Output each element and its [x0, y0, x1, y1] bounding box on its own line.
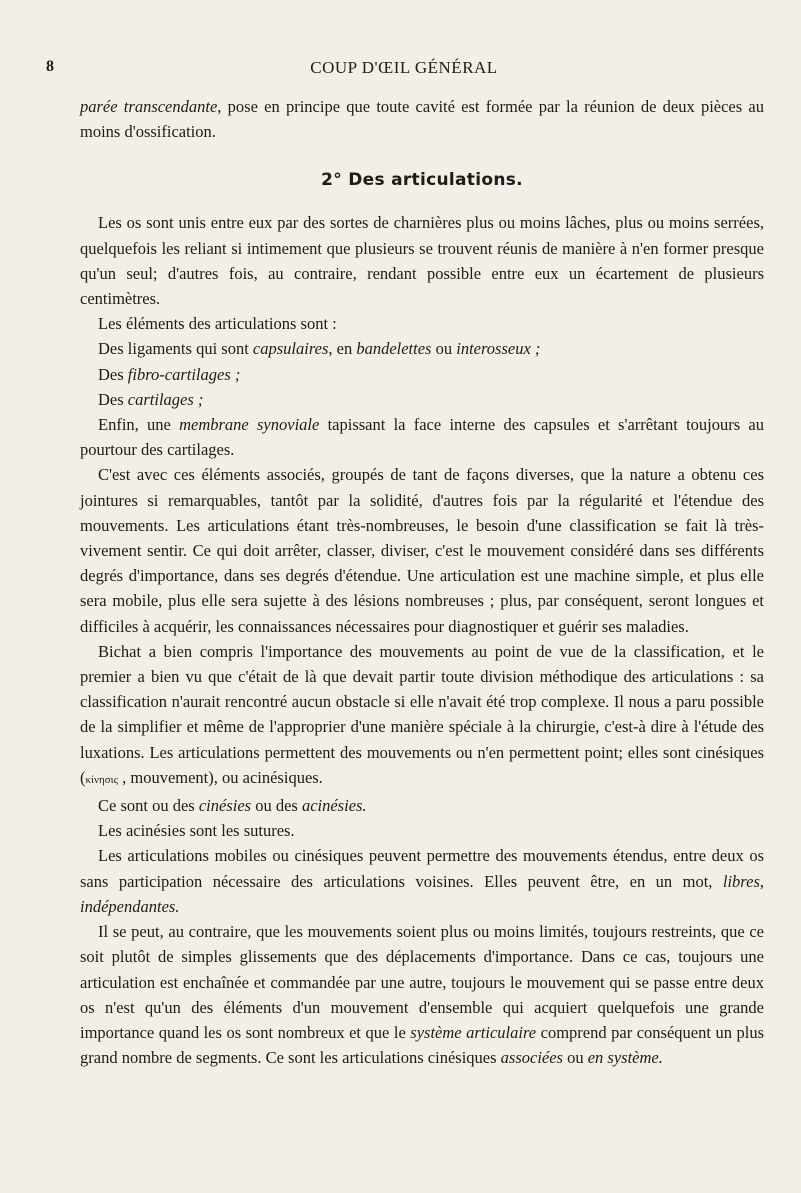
- paragraph: Les articulations mobiles ou cinésiques peuvent permettre des mouvements étendus, entre deux os sans participation nécessaire des articulations voisines. Elles peuvent être, en un mot, libres, indépendantes.: [80, 846, 764, 916]
- section-title: 2° Des articulations.: [321, 170, 523, 191]
- italic-term: capsulaires: [252, 339, 329, 359]
- list-item: Des fibro-cartilages ;: [98, 364, 241, 384]
- italic-term: cartilages ;: [127, 389, 204, 409]
- italic-term: associées: [500, 1048, 563, 1068]
- italic-term: indépendantes.: [80, 896, 180, 916]
- italic-term: en système.: [587, 1048, 663, 1068]
- italic-term: interosseux ;: [456, 339, 541, 359]
- italic-term: fibro-cartilages ;: [127, 364, 241, 384]
- running-head: COUP D'ŒIL GÉNÉRAL: [310, 58, 498, 77]
- page-number: 8: [46, 58, 54, 75]
- paragraph: Les acinésies sont les sutures.: [98, 821, 295, 841]
- paragraph: Ce sont ou des cinésies ou des acinésies.: [98, 796, 367, 816]
- italic-term: parée transcendante: [80, 97, 218, 116]
- list-item: Des cartilages ;: [98, 389, 204, 409]
- italic-term: libres: [722, 871, 760, 891]
- paragraph: Enfin, une membrane synoviale tapissant la face interne des capsules et s'arrêtant toujours au pourtour des cartilages.: [80, 415, 764, 460]
- paragraph: Les os sont unis entre eux par des sortes de charnières plus ou moins lâches, plus ou moins serrées, quelquefois les reliant si intimement que plusieurs se trouvent réunis de manière à n'en former presque qu'un seul; d'autres fois, au contraire, rendant possible entre eux un écartement de plusieurs centimètres.: [80, 213, 764, 309]
- italic-term: membrane synoviale: [179, 415, 320, 435]
- paragraph: Les éléments des articulations sont :: [98, 314, 337, 334]
- page-header: [46, 58, 762, 88]
- paragraph-continuation: parée transcendante, pose en principe que toute cavité est formée par la réunion de deux pièces au moins d'ossification.: [80, 97, 764, 142]
- italic-term: bandelettes: [356, 339, 432, 359]
- italic-term: acinésies.: [301, 796, 367, 816]
- list-item: Des ligaments qui sont capsulaires, en bandelettes ou interosseux ;: [98, 339, 541, 359]
- paragraph: C'est avec ces éléments associés, groupés de tant de façons diverses, que la nature a obtenu ces jointures si remarquables, tantôt par la solidité, d'autres fois par la régularité et l'étendue des mouvements. Les articulations étant très-nombreuses, le besoin d'une classification se fait là très-vivement sentir. Ce qui doit arrêter, classer, diviser, c'est le mouvement considéré dans ses différents degrés d'importance, dans ses degrés d'étendue. Une articulation est une machine simple, et plus elle sera mobile, plus elle sera sujette à des lésions nombreuses ; plus, par conséquent, seront longues et difficiles à acquérir, les connaissances nécessaires pour diagnostiquer et guérir ses maladies.: [80, 465, 764, 636]
- italic-term: système articulaire: [410, 1022, 537, 1042]
- page-body: [80, 94, 764, 1070]
- paragraph: Il se peut, au contraire, que les mouvements soient plus ou moins limités, toujours restreints, que ce soit plutôt de simples glissements que des déplacements d'importance. Dans ce cas, toujours une articulation est enchaînée et commandée par une autre, toujours le mouvement qui se passe entre deux os n'est qu'un des éléments d'un mouvement d'ensemble qui acquiert quelquefois une grande importance quand les os sont nombreux et que le système articulaire comprend par conséquent un plus grand nombre de segments. Ce sont les articulations cinésiques associées ou en système.: [80, 922, 764, 1068]
- greek-word: κίνησις: [85, 773, 118, 786]
- paragraph: Bichat a bien compris l'importance des mouvements au point de vue de la classification, et le premier a bien vu que c'était de là que devait partir toute division méthodique des articulations : sa classification n'aurait rencontré aucun obstacle si elle n'avait été trop complexe. Il nous a paru possible de la simplifier et même de l'approprier d'une manière spéciale à la chirurgie, c'est-à dire à l'étude des luxations. Les articulations permettent des mouvements ou n'en permettent point; elles sont cinésiques (κίνησις , mouvement), ou acinésiques.: [80, 641, 764, 787]
- italic-term: cinésies: [198, 796, 252, 816]
